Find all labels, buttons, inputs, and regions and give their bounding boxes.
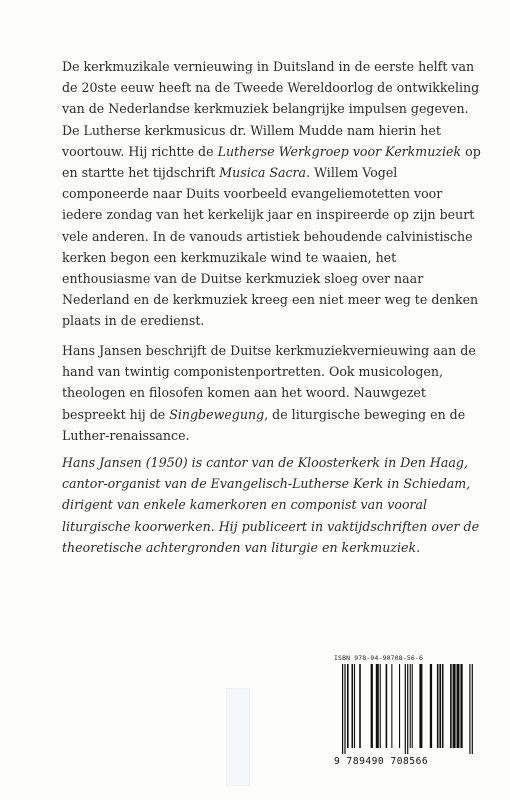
barcode-bar [344, 664, 345, 754]
author-bio: Hans Jansen (1950) is cantor van de Kloosterkerk in Den Haag, cantor-organist van de Evangelisch-Lutherse Kerk in Schiedam, dirigent van enkele kamerkoren en componist van vooral liturgische koorwerken. Hij publiceert in vaktijdschriften over de theoretische achtergronden van liturgie en kerkmuziek. [62, 455, 480, 555]
barcode-bar [354, 664, 355, 748]
p1-italic-musica-sacra: Musica Sacra [219, 165, 307, 181]
barcode-bar [405, 664, 406, 754]
barcode-bar [352, 664, 354, 748]
barcode-bar [347, 664, 349, 748]
barcode-bar [359, 664, 361, 748]
p1-text-2: op en startte het tijdschrift [62, 143, 481, 181]
barcode-bar [430, 664, 432, 748]
barcode-bar [410, 664, 411, 748]
faint-sticker-mark [226, 688, 250, 786]
barcode-bar [376, 664, 379, 748]
barcode-bar [380, 664, 381, 748]
p1-text-3: . Willem Vogel componeerde naar Duits voorbeeld evangeliemotetten voor iedere zondag van het kerkelijk jaar en inspireerde op zijn beurt vele anderen. In de vanouds artistiek behoudende calvinistische kerken begon een kerkmuzikale wind te waaien, het enthousiasme van de Duitse kerkmuziek sloeg over naar Nederland en de kerkmuziek kreeg een niet meer weg te denken plaats in de eredienst. [62, 165, 479, 329]
barcode-bar [453, 664, 456, 748]
barcode-bar [419, 664, 422, 748]
p2-italic-singbewegung: Singbewegung [169, 406, 265, 422]
isbn-digits: 9 789490 708566 [334, 756, 429, 767]
barcode-bar [412, 664, 413, 748]
barcode-bar [469, 664, 470, 754]
p1-text-1: De kerkmuzikale vernieuwing in Duitsland in de eerste helft van de 20ste eeuw heeft na de Tweede Wereldoorlog de ontwikkeling van de Nederlandse kerkmuziek belangrijke impulsen gegeven. De Lutherse kerkmusicus dr. Willem Mudde nam hierin het voortouw. Hij richtte de [62, 59, 480, 159]
p1-italic-werkgroep: Lutherse Werkgroep voor Kerkmuziek [217, 143, 462, 159]
barcode-bar [437, 664, 439, 748]
p2-text-1: Hans Jansen beschrijft de Duitse kerkmuziekvernieuwing aan de hand van twintig componistenportretten. Ook musicologen, theologen en filosofen komen aan het woord. Nauwgezet bespreekt hij de [62, 343, 476, 422]
back-cover-text [62, 56, 482, 562]
barcode-bar [442, 664, 444, 748]
barcode-bar [391, 664, 392, 748]
barcode-bar [342, 664, 343, 754]
barcode-bar [399, 664, 400, 748]
barcode-bar [439, 664, 441, 748]
p2-text-2: , de liturgische beweging en de Luther-renaissance. [62, 406, 466, 443]
isbn-label: ISBN 978-94-90708-56-6 [334, 654, 424, 662]
barcode-bar [371, 664, 373, 748]
barcode-bar [407, 664, 408, 754]
barcode-icon [334, 664, 502, 754]
barcode-bar [472, 664, 473, 754]
barcode-bar [457, 664, 460, 748]
barcode-bar [450, 664, 452, 748]
barcode-bar [460, 664, 462, 748]
isbn-barcode-block [334, 654, 502, 774]
blurb-paragraph-2 [62, 340, 482, 443]
barcode-bar [386, 664, 388, 748]
blurb-paragraph-1 [62, 56, 482, 329]
